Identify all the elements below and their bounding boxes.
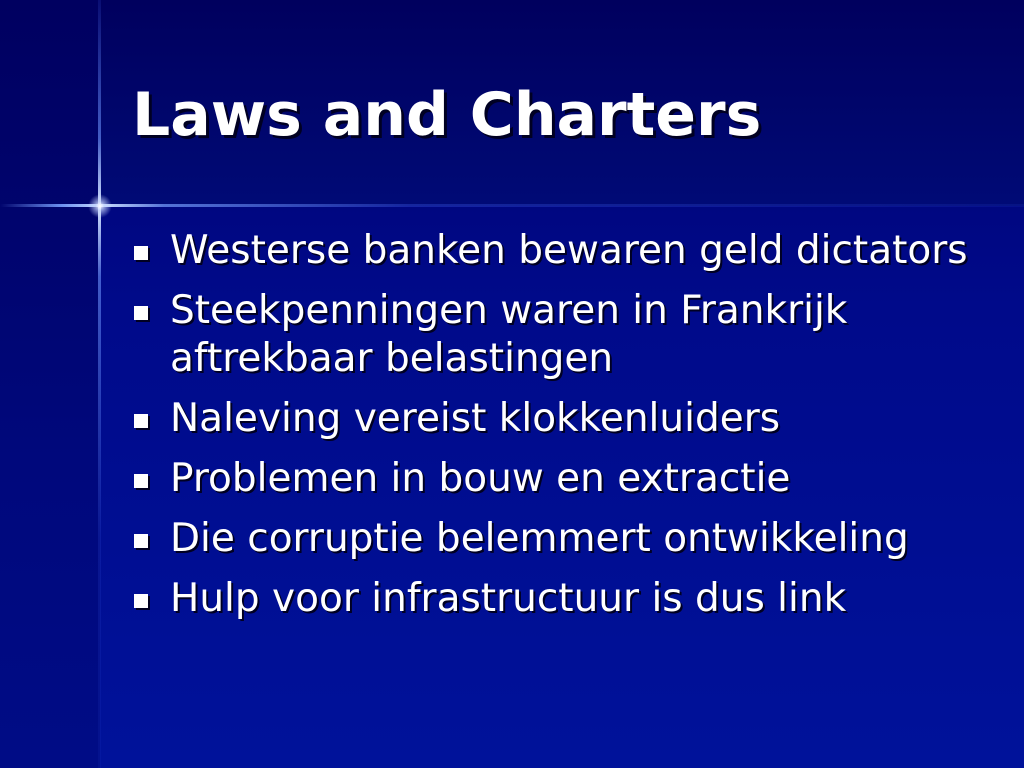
square-bullet-icon [134, 474, 148, 488]
vertical-glow-line [98, 0, 101, 768]
square-bullet-icon [134, 306, 148, 320]
bullet-text: Die corruptie belemmert ontwikkeling [170, 516, 909, 561]
bullet-item [132, 227, 1002, 275]
square-bullet-icon [134, 246, 148, 260]
bullet-item [132, 455, 1002, 503]
bullet-item [132, 575, 1002, 623]
bullet-item [132, 287, 1002, 383]
bullet-text: Steekpenningen waren in Frankrijk aftrekbaar belastingen [170, 288, 848, 381]
bullet-text: Hulp voor infrastructuur is dus link [170, 576, 847, 621]
horizontal-glow-line [0, 204, 1024, 207]
bullet-list [132, 227, 1002, 635]
square-bullet-icon [134, 534, 148, 548]
square-bullet-icon [134, 594, 148, 608]
square-bullet-icon [134, 414, 148, 428]
left-band [0, 0, 100, 768]
bullet-text: Problemen in bouw en extractie [170, 456, 791, 501]
bullet-item [132, 515, 1002, 563]
bullet-text: Naleving vereist klokkenluiders [170, 396, 781, 441]
bullet-item [132, 395, 1002, 443]
star-glint-icon [88, 194, 112, 218]
bullet-text: Westerse banken bewaren geld dictators [170, 228, 968, 273]
slide-title: Laws and Charters [132, 80, 762, 150]
